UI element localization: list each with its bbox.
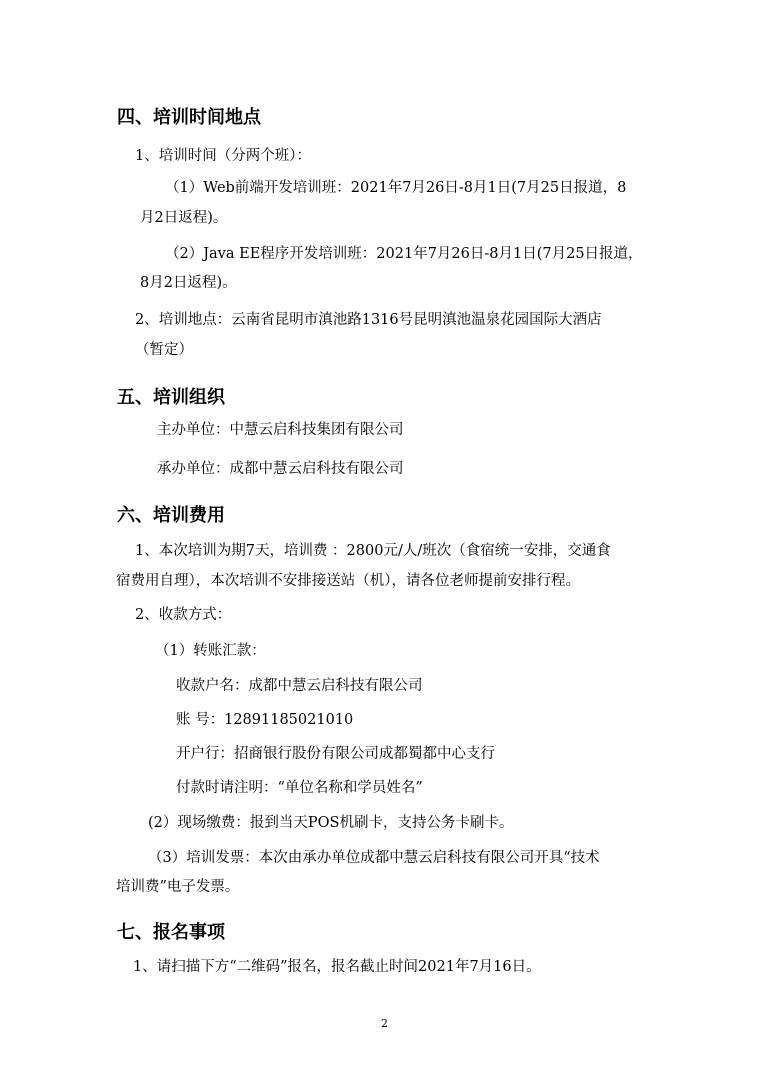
paragraph: 2、培训地点：云南省昆明市滇池路1316号昆明滇池温泉花园国际大酒店	[135, 312, 602, 328]
section-heading-6: 六、培训费用	[117, 505, 225, 526]
section-heading-7: 七、报名事项	[117, 922, 225, 943]
paragraph: 承办单位：成都中慧云启科技有限公司	[157, 461, 404, 477]
paragraph: （1）Web前端开发培训班：2021年7月26日-8月1日(7月25日报道，8	[165, 180, 627, 196]
paragraph: 月2日返程)。	[140, 210, 228, 226]
paragraph: （暂定）	[135, 342, 193, 358]
page-number: 2	[381, 1017, 388, 1030]
paragraph: 2、收款方式：	[135, 607, 232, 623]
paragraph: 1、请扫描下方“二维码”报名，报名截止时间2021年7月16日。	[133, 959, 541, 975]
paragraph: （3）培训发票：本次由承办单位成都中慧云启科技有限公司开具“技术	[148, 850, 600, 866]
section-heading-5: 五、培训组织	[117, 387, 225, 408]
paragraph: 培训费”电子发票。	[116, 879, 240, 895]
paragraph: 账 号：12891185021010	[176, 712, 354, 728]
paragraph: 8月2日返程)。	[140, 275, 237, 291]
paragraph: 1、本次培训为期7天，培训费 ：2800元/人/班次（食宿统一安排，交通食	[135, 543, 611, 559]
paragraph: 1、培训时间（分两个班）：	[135, 148, 311, 164]
paragraph: （1）转账汇款：	[155, 643, 266, 659]
paragraph: 宿费用自理），本次培训不安排接送站（机），请各位老师提前安排行程。	[116, 573, 580, 589]
paragraph: （2）Java EE程序开发培训班：2021年7月26日-8月1日(7月25日报道，	[165, 246, 643, 262]
section-heading-4: 四、培训时间地点	[117, 107, 261, 128]
paragraph: 主办单位：中慧云启科技集团有限公司	[157, 422, 404, 438]
paragraph: 开户行：招商银行股份有限公司成都蜀都中心支行	[176, 746, 495, 762]
paragraph: 付款时请注明：“单位名称和学员姓名”	[176, 780, 423, 796]
paragraph: 收款户名：成都中慧云启科技有限公司	[176, 678, 423, 694]
paragraph: (2）现场缴费：报到当天POS机刷卡，支持公务卡刷卡。	[148, 815, 514, 831]
